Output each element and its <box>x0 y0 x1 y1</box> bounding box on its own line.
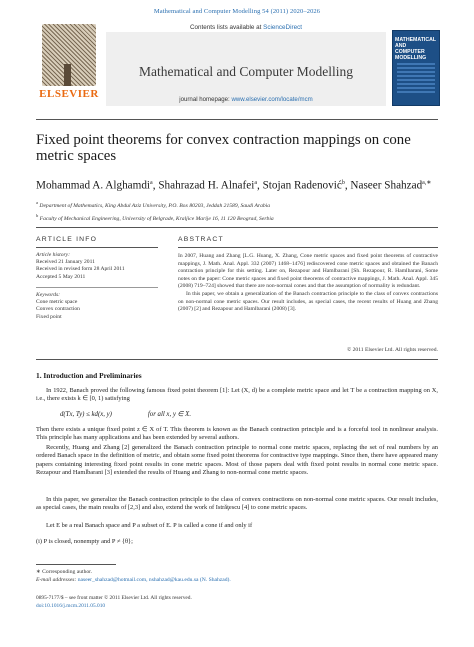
abstract-rule <box>178 247 438 248</box>
author-list <box>36 179 456 192</box>
body-paragraph <box>36 387 438 404</box>
homepage-line <box>106 96 386 103</box>
paragraph-text: In 1922, Banach proved the following famous fixed point theorem [1]: Let (X, d) be a complete metric space and let T be a contraction mapping on X, i.e., there exists k ∈ [0, 1) satisfying <box>36 387 438 403</box>
footnotes <box>36 568 438 584</box>
body-paragraph <box>36 426 438 443</box>
equation-condition: for all x, y ∈ X. <box>147 411 192 418</box>
author-affil-mark: a <box>150 180 153 186</box>
abstract-paragraph: In this paper, we obtain a generalization of the Banach contraction principle to the class of convex contractions on non-normal cone metric spaces. Our result includes, as special cases, the recent results of Huang and Zhang (2007) [2] and Rezapour and Hamlbarani (2008) [3]. <box>178 290 438 313</box>
affiliation-text: Department of Mathematics, King Abdul Aziz University, P.O. Box 80203, Jeddah 21589, Saudi Arabia <box>39 202 271 209</box>
journal-citation-line[interactable]: Mathematical and Computer Modelling 54 (2011) 2020–2026 <box>153 8 321 15</box>
affiliation-mark: a <box>36 200 38 205</box>
article-title: Fixed point theorems for convex contraction mappings on cone metric spaces <box>36 132 411 164</box>
email-links[interactable]: naseer_shahzad@hotmail.com, nshahzad@kau.edu.sa (N. Shahzad). <box>77 577 231 583</box>
abstract-heading: ABSTRACT <box>178 236 224 243</box>
article-info-rule <box>36 247 158 248</box>
journal-masthead <box>36 22 438 114</box>
keywords-block <box>36 292 158 321</box>
history-item: Received 21 January 2011 <box>36 259 95 266</box>
author-name[interactable]: Stojan Radenović <box>262 179 342 192</box>
article-history <box>36 252 158 281</box>
footnote-divider <box>36 564 116 565</box>
body-paragraph <box>36 522 438 530</box>
contents-prefix: Contents lists available at <box>189 24 264 31</box>
email-note <box>36 576 438 584</box>
abstract-bottom-divider <box>36 359 438 360</box>
keyword-item[interactable]: Cone metric space <box>36 299 78 306</box>
body-paragraph <box>36 496 438 513</box>
affiliations <box>36 198 438 224</box>
abstract-body <box>178 253 438 314</box>
issn-line: 0895-7177/$ – see front matter © 2011 Elsevier Ltd. All rights reserved. <box>36 595 192 601</box>
publication-info <box>36 595 336 610</box>
copyright-notice: © 2011 Elsevier Ltd. All rights reserved. <box>346 347 438 353</box>
cover-title: MATHEMATICAL AND COMPUTER MODELLING <box>395 37 436 61</box>
history-item: Accepted 5 May 2011 <box>36 273 86 280</box>
keywords-rule <box>36 287 158 288</box>
author-separator: , <box>152 179 159 192</box>
corresponding-author-note: ∗ Corresponding author. <box>36 569 93 575</box>
author-name[interactable]: Naseer Shahzad <box>350 179 423 192</box>
journal-title: Mathematical and Computer Modelling <box>138 64 354 79</box>
journal-cover-thumbnail[interactable] <box>392 30 440 106</box>
paragraph-text: Let E be a real Banach space and P a subset of E. P is called a cone if and only if <box>46 522 253 529</box>
homepage-prefix: journal homepage: <box>179 96 232 103</box>
author-separator: , <box>344 179 351 192</box>
abstract-paragraph: In 2007, Huang and Zhang [L.G. Huang, X. Zhang, Cone metric spaces and fixed point theorems of contractive mappings, J. Math. Anal. Appl. 332 (2007) 1468–1476] rediscovered cone metric spaces and obtained the Banach contraction principle for this setting. Later on, Rezapour and Hamlbarani [Sh. Rezapour, R. Hamlbarani, Some notes on the paper: Cone metric spaces and fixed point theorems of contractive mappings, J. Math. Anal. Appl. 345 (2008) 719–724] showed that there are non-normal cones and that the assumption of normality is redundant. <box>178 253 438 290</box>
affiliation-mark: b <box>36 212 39 218</box>
affiliation-text: Faculty of Mechanical Engineering, University of Belgrade, Kraljice Marije 16, 11 120 Beograd, Serbia <box>39 215 274 222</box>
affiliation-item <box>36 198 438 211</box>
publisher-name: ELSEVIER <box>39 88 99 100</box>
info-divider <box>36 227 438 228</box>
email-label: E-mail addresses: <box>36 577 78 583</box>
sciencedirect-link[interactable]: ScienceDirect <box>263 24 302 31</box>
history-item: Received in revised form 28 April 2011 <box>36 266 125 273</box>
body-paragraph <box>36 444 438 477</box>
keyword-item[interactable]: Convex contraction <box>36 306 80 313</box>
contents-line <box>106 24 386 31</box>
author-name[interactable]: Shahrazad H. Alnafei <box>158 179 255 192</box>
author-name[interactable]: Mohammad A. Alghamdi <box>36 179 151 192</box>
doi-link[interactable]: doi:10.1016/j.mcm.2011.05.010 <box>36 602 106 609</box>
section-heading: 1. Introduction and Preliminaries <box>36 371 142 380</box>
elsevier-logo[interactable] <box>36 24 102 106</box>
homepage-link[interactable]: www.elsevier.com/locate/mcm <box>231 96 313 103</box>
keyword-item[interactable]: Fixed point <box>36 313 62 320</box>
paragraph-text: Then there exists a unique fixed point z ∈ X of T. This theorem is known as the Banach contraction principle and is a forceful tool in nonlinear analysis. This principle has many applications and has been extended by several authors. <box>36 426 438 442</box>
cone-condition <box>36 538 438 546</box>
history-heading: Article history: <box>36 252 71 258</box>
author-separator: , <box>256 179 263 192</box>
author-affil-mark: b <box>341 180 345 186</box>
author-affil-mark: a,∗ <box>422 180 432 186</box>
keywords-heading: Keywords: <box>36 292 61 298</box>
tree-trunk-shape <box>64 64 71 86</box>
affiliation-item <box>36 211 438 224</box>
equation-lhs: d(Tx, Ty) ≤ kd(x, y) <box>60 411 112 418</box>
author-affil-mark: a <box>254 180 257 186</box>
condition-text: (i) P is closed, nonempty and P ≠ {θ}; <box>36 538 133 545</box>
equation <box>60 410 191 418</box>
header-divider <box>36 119 438 120</box>
paragraph-text: In this paper, we generalize the Banach contraction principle to the class of convex contractions on non-normal cone metric spaces. Our result includes, as special cases, the main results of [2,3] and also, extend the work of Istrăţescu [4] to cone metric spaces. <box>36 496 438 512</box>
paragraph-text: Recently, Huang and Zhang [2] generalized the Banach contraction principle to normal cone metric spaces, replacing the set of real numbers by an ordered Banach space in the definition of metric, and obtain some fixed point theorems for contractive type mappings. Since then, there have appeared many papers containing interesting fixed point results in cone metric spaces. Most of those papers deal with fixed point results in normal cone metric space. Rezapour and Hamlbarani [3] extended the results of Huang and Zhang to non-normal cone metric spaces. <box>36 444 438 476</box>
article-info-heading: ARTICLE INFO <box>36 236 98 243</box>
cover-graphic <box>397 63 435 93</box>
